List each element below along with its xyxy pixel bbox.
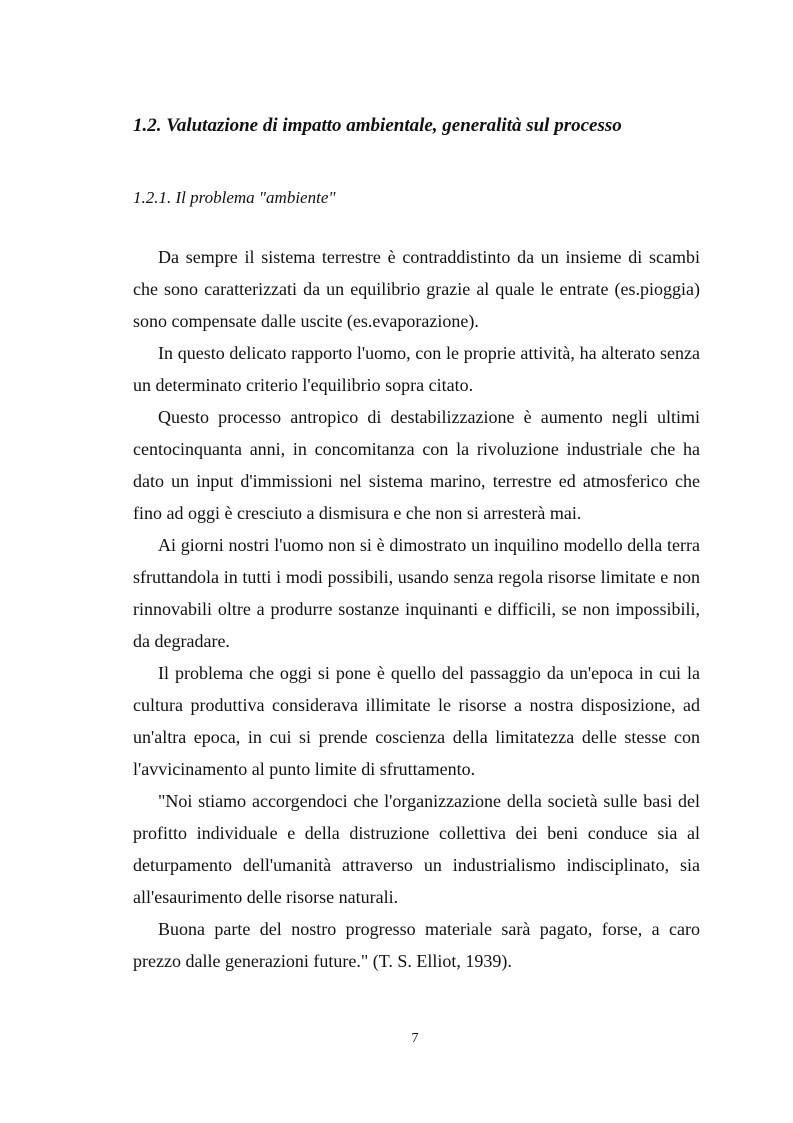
paragraph: In questo delicato rapporto l'uomo, con le proprie attività, ha alterato senza un determinato criterio l'equilibrio sopra citato. bbox=[133, 343, 700, 395]
subsection-title: 1.2.1. Il problema "ambiente" bbox=[133, 188, 336, 207]
paragraph: Buona parte del nostro progresso materiale sarà pagato, forse, a caro prezzo dalle generazioni future." (T. S. Elliot, 1939). bbox=[133, 919, 700, 971]
paragraph: Questo processo antropico di destabilizzazione è aumento negli ultimi centocinquanta anni, in concomitanza con la rivoluzione industriale che ha dato un input d'immissioni nel sistema marino, terrestre ed atmosferico che fino ad oggi è cresciuto a dismisura e che non si arresterà mai. bbox=[133, 407, 700, 523]
section-title: 1.2. Valutazione di impatto ambientale, generalità sul processo bbox=[133, 115, 622, 136]
paragraph: Da sempre il sistema terrestre è contraddistinto da un insieme di scambi che sono caratterizzati da un equilibrio grazie al quale le entrate (es.pioggia) sono compensate dalle uscite (es.evaporazione). bbox=[133, 247, 700, 331]
body-text bbox=[133, 241, 700, 977]
paragraph: Il problema che oggi si pone è quello del passaggio da un'epoca in cui la cultura produttiva considerava illimitate le risorse a nostra disposizione, ad un'altra epoca, in cui si prende coscienza della limitatezza delle stesse con l'avvicinamento al punto limite di sfruttamento. bbox=[133, 663, 700, 779]
paragraph: Ai giorni nostri l'uomo non si è dimostrato un inquilino modello della terra sfruttandola in tutti i modi possibili, usando senza regola risorse limitate e non rinnovabili oltre a produrre sostanze inquinanti e difficili, se non impossibili, da degradare. bbox=[133, 535, 700, 651]
page-number: 7 bbox=[411, 1031, 419, 1046]
paragraph: "Noi stiamo accorgendoci che l'organizzazione della società sulle basi del profitto individuale e della distruzione collettiva dei beni conduce sia al deturpamento dell'umanità attraverso un industrialismo indisciplinato, sia all'esaurimento delle risorse naturali. bbox=[133, 791, 700, 907]
